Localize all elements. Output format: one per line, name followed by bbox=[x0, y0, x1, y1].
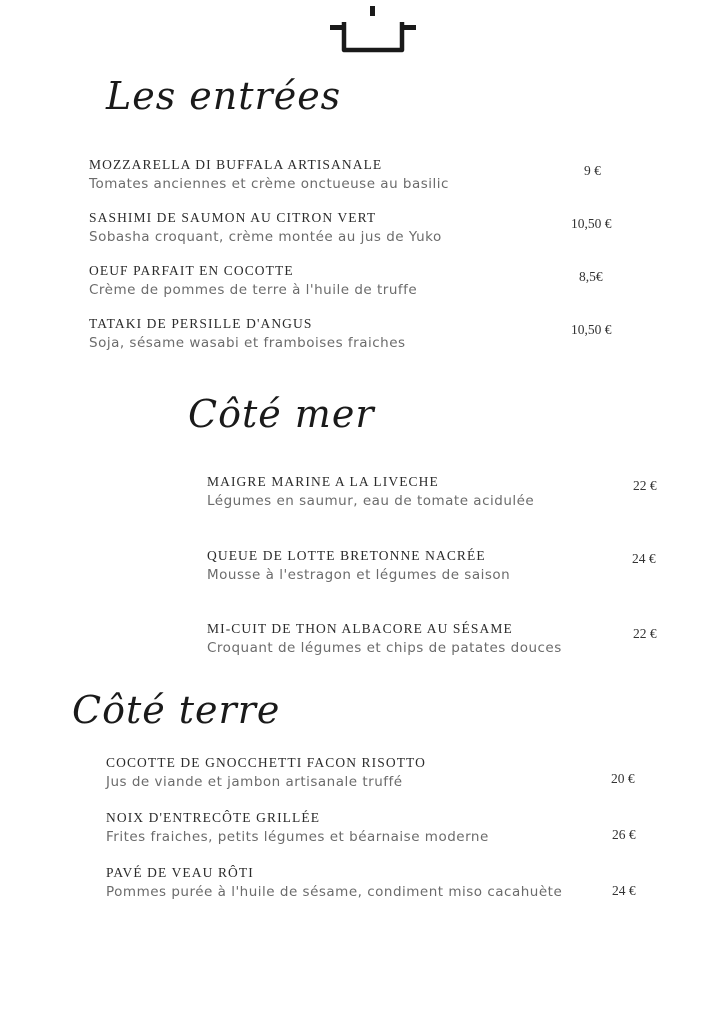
item-name: NOIX D'ENTRECÔTE GRILLÉE bbox=[106, 810, 321, 825]
item-name: MI-CUIT DE THON ALBACORE AU SÉSAME bbox=[207, 621, 513, 636]
item-name: SASHIMI DE SAUMON AU CITRON VERT bbox=[89, 210, 377, 225]
item-price: 20 € bbox=[611, 771, 635, 786]
item-description: Sobasha croquant, crème montée au jus de Yuko bbox=[89, 229, 442, 245]
menu-item bbox=[89, 157, 449, 192]
menu-item bbox=[207, 548, 510, 583]
item-price: 22 € bbox=[633, 626, 657, 641]
menu-item bbox=[89, 316, 406, 351]
item-description: Crème de pommes de terre à l'huile de truffe bbox=[89, 282, 418, 298]
item-description: Tomates anciennes et crème onctueuse au basilic bbox=[89, 176, 449, 192]
item-description: Pommes purée à l'huile de sésame, condiment miso cacahuète bbox=[106, 884, 563, 900]
item-price: 10,50 € bbox=[571, 322, 612, 337]
menu-item bbox=[89, 210, 442, 245]
menu-item bbox=[207, 474, 534, 509]
item-price: 26 € bbox=[612, 827, 636, 842]
item-price: 8,5€ bbox=[579, 269, 603, 284]
item-name: MOZZARELLA DI BUFFALA ARTISANALE bbox=[89, 157, 383, 172]
menu-item bbox=[106, 865, 562, 900]
item-name: MAIGRE MARINE A LA LIVECHE bbox=[207, 474, 439, 489]
item-description: Jus de viande et jambon artisanale truffé bbox=[106, 774, 403, 790]
item-name: OEUF PARFAIT EN COCOTTE bbox=[89, 263, 294, 278]
section-title-terre: Côté terre bbox=[72, 688, 281, 732]
item-description: Croquant de légumes et chips de patates douces bbox=[207, 640, 562, 656]
item-name: TATAKI DE PERSILLE D'ANGUS bbox=[89, 316, 313, 331]
menu-item bbox=[106, 810, 489, 845]
section-title-entrees: Les entrées bbox=[106, 74, 342, 118]
item-description: Soja, sésame wasabi et framboises fraiches bbox=[89, 335, 406, 351]
menu-item bbox=[89, 263, 417, 298]
cooking-pot-icon bbox=[326, 4, 420, 56]
item-description: Légumes en saumur, eau de tomate acidulée bbox=[207, 493, 535, 509]
item-price: 10,50 € bbox=[571, 216, 612, 231]
item-price: 24 € bbox=[612, 883, 636, 898]
item-description: Frites fraiches, petits légumes et béarnaise moderne bbox=[106, 829, 489, 845]
item-name: QUEUE DE LOTTE BRETONNE NACRÉE bbox=[207, 548, 486, 563]
menu-item bbox=[106, 755, 426, 790]
menu-item bbox=[207, 621, 562, 656]
item-price: 24 € bbox=[632, 551, 656, 566]
item-price: 9 € bbox=[584, 163, 601, 178]
item-price: 22 € bbox=[633, 478, 657, 493]
item-name: COCOTTE DE GNOCCHETTI FACON RISOTTO bbox=[106, 755, 426, 770]
item-description: Mousse à l'estragon et légumes de saison bbox=[207, 567, 511, 583]
section-title-mer: Côté mer bbox=[188, 392, 375, 436]
item-name: PAVÉ DE VEAU RÔTI bbox=[106, 865, 254, 880]
